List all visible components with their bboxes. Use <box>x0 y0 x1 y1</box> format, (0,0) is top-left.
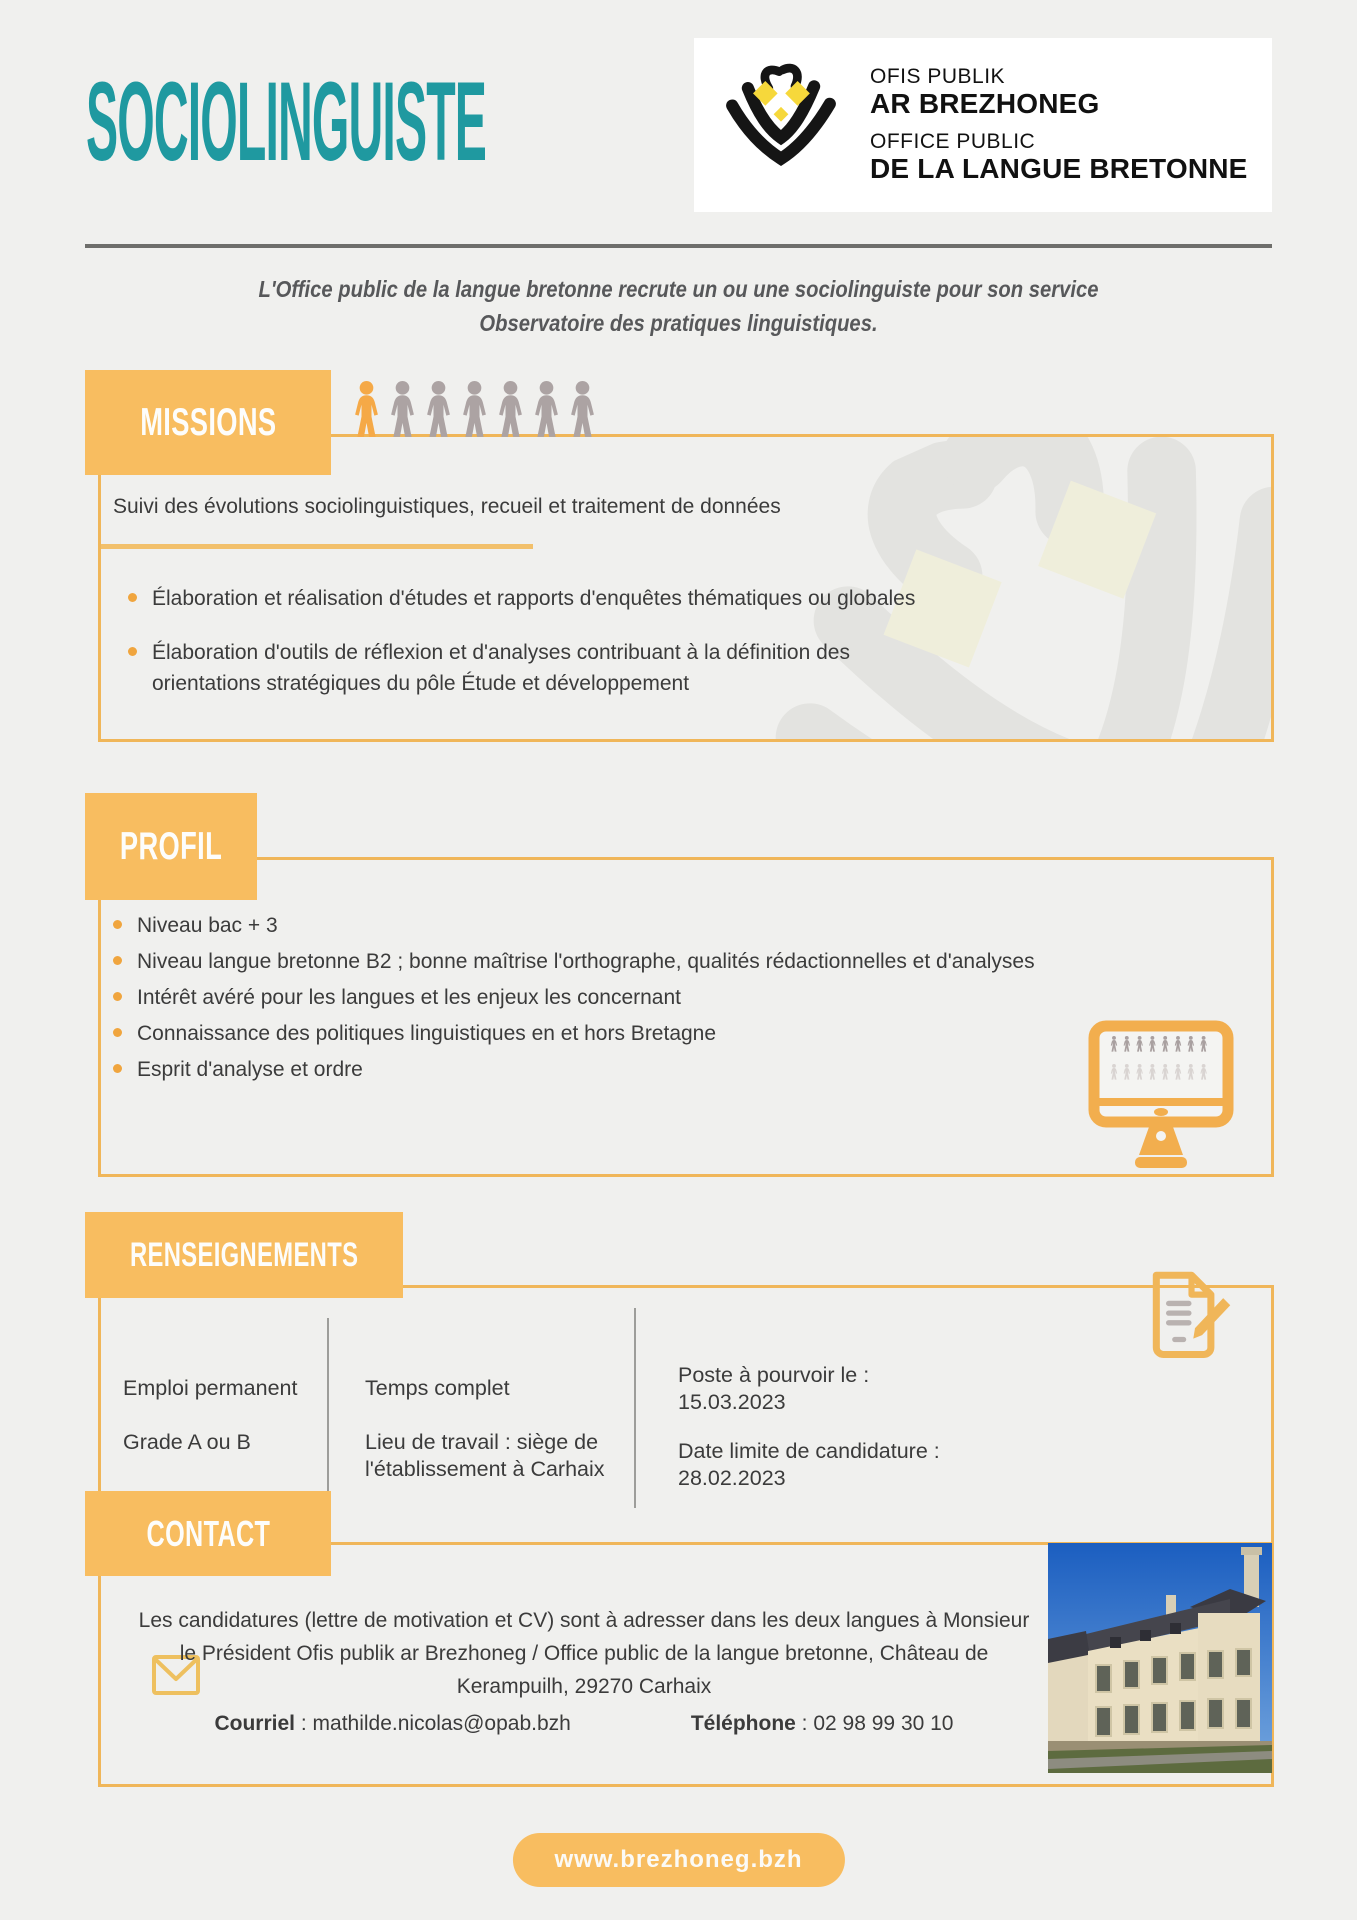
document-pencil-icon <box>1144 1264 1232 1364</box>
bullet-dot <box>113 956 122 965</box>
header-divider <box>85 244 1272 248</box>
contact-section-label <box>85 1491 331 1576</box>
renseignements-label-text: RENSEIGNEMENTS <box>129 1235 359 1274</box>
bullet-text: Intérêt avéré pour les langues et les enjeux les concernant <box>137 986 682 1009</box>
bullet-dot <box>128 593 137 602</box>
email-line <box>214 1712 570 1736</box>
bullet-text: Esprit d'analyse et ordre <box>137 1058 363 1081</box>
info-item: Lieu de travail : siège de l'établissement à Carhaix <box>365 1430 605 1481</box>
chateau-photo <box>1048 1543 1272 1773</box>
bullet-dot <box>113 1028 122 1037</box>
bullet-text: Élaboration d'outils de réflexion et d'analyses contribuant à la définition des orientations stratégiques du pôle Étude et développement <box>152 641 850 695</box>
logo-line-3: OFFICE PUBLIC <box>870 130 1036 153</box>
intro-line-2: Observatoire des pratiques linguistiques. <box>479 310 878 336</box>
info-column-contract <box>123 1375 318 1456</box>
contact-body: Les candidatures (lettre de motivation et CV) sont à adresser dans les deux langues à Monsieur le Président Ofis publik ar Brezhoneg / Office public de la langue bretonne, Château de Kerampuilh, 29270 Carhaix <box>138 1609 1030 1698</box>
contact-lines <box>128 1712 1040 1736</box>
person-icon <box>496 381 525 438</box>
list-item <box>128 637 918 699</box>
info-item: Emploi permanent <box>123 1376 298 1400</box>
monitor-audience-icon <box>1086 1018 1236 1170</box>
person-icon <box>424 381 453 438</box>
list-item <box>113 1021 1173 1046</box>
bullet-text: Connaissance des politiques linguistiques en et hors Bretagne <box>137 1022 717 1045</box>
bullet-dot <box>128 647 137 656</box>
info-column-dates <box>678 1362 973 1492</box>
person-icon <box>568 381 597 438</box>
bullet-text: Élaboration et réalisation d'études et rapports d'enquêtes thématiques ou globales <box>152 587 916 610</box>
phone-separator: : <box>795 1712 814 1735</box>
list-item <box>113 1057 1173 1082</box>
list-item <box>113 949 1173 974</box>
person-icon <box>388 381 417 438</box>
bullet-dot <box>113 992 122 1001</box>
opab-logo <box>694 38 1272 212</box>
page-title: SOCIOLINGUISTE <box>86 59 487 184</box>
profil-bullet-list <box>113 913 1173 1082</box>
bullet-dot <box>113 1064 122 1073</box>
profil-label-text: PROFIL <box>119 824 223 868</box>
intro-text <box>81 272 1275 340</box>
phone-label: Téléphone <box>690 1712 796 1735</box>
logo-text <box>870 66 1248 184</box>
logo-line-4: DE LA LANGUE BRETONNE <box>870 152 1248 184</box>
person-icon <box>532 381 561 438</box>
list-item <box>113 985 1173 1010</box>
logo-line-1: OFIS PUBLIK <box>870 65 1006 89</box>
missions-divider <box>101 544 533 549</box>
bullet-text: Niveau bac + 3 <box>137 914 278 937</box>
info-item: Date limite de candidature : 28.02.2023 <box>678 1439 940 1490</box>
missions-label-text: MISSIONS <box>139 400 277 444</box>
missions-section-label <box>85 370 331 475</box>
intro-line-1: L'Office public de la langue bretonne recrute un ou une sociolinguiste pour son service <box>258 276 1099 302</box>
logo-line-2: AR BREZHONEG <box>870 87 1100 119</box>
list-item <box>113 913 1173 938</box>
people-row <box>352 381 597 438</box>
phone-line <box>691 1712 954 1736</box>
bullet-text: Niveau langue bretonne B2 ; bonne maîtrise l'orthographe, qualités rédactionnelles et d'analyses <box>137 950 1035 973</box>
bullet-dot <box>113 920 122 929</box>
person-icon <box>460 381 489 438</box>
person-icon <box>352 381 381 438</box>
website-pill[interactable]: www.brezhoneg.bzh <box>512 1833 844 1887</box>
email-label: Courriel <box>214 1712 295 1735</box>
missions-bullet-list <box>128 583 918 699</box>
column-divider <box>634 1308 636 1508</box>
profil-section-label <box>85 793 257 900</box>
column-divider <box>327 1318 329 1504</box>
renseignements-section-label <box>85 1212 403 1298</box>
info-item: Poste à pourvoir le : 15.03.2023 <box>678 1363 870 1414</box>
phone-value: 02 98 99 30 10 <box>813 1712 954 1735</box>
email-value[interactable]: mathilde.nicolas@opab.bzh <box>312 1712 571 1735</box>
info-item: Grade A ou B <box>123 1430 251 1454</box>
info-column-time-place <box>365 1375 617 1483</box>
info-item: Temps complet <box>365 1376 510 1400</box>
email-separator: : <box>295 1712 313 1735</box>
list-item <box>128 583 918 614</box>
missions-intro: Suivi des évolutions sociolinguistiques, recueil et traitement de données <box>113 495 781 518</box>
ermine-ribbon-icon <box>720 55 842 196</box>
contact-label-text: CONTACT <box>146 1512 270 1554</box>
